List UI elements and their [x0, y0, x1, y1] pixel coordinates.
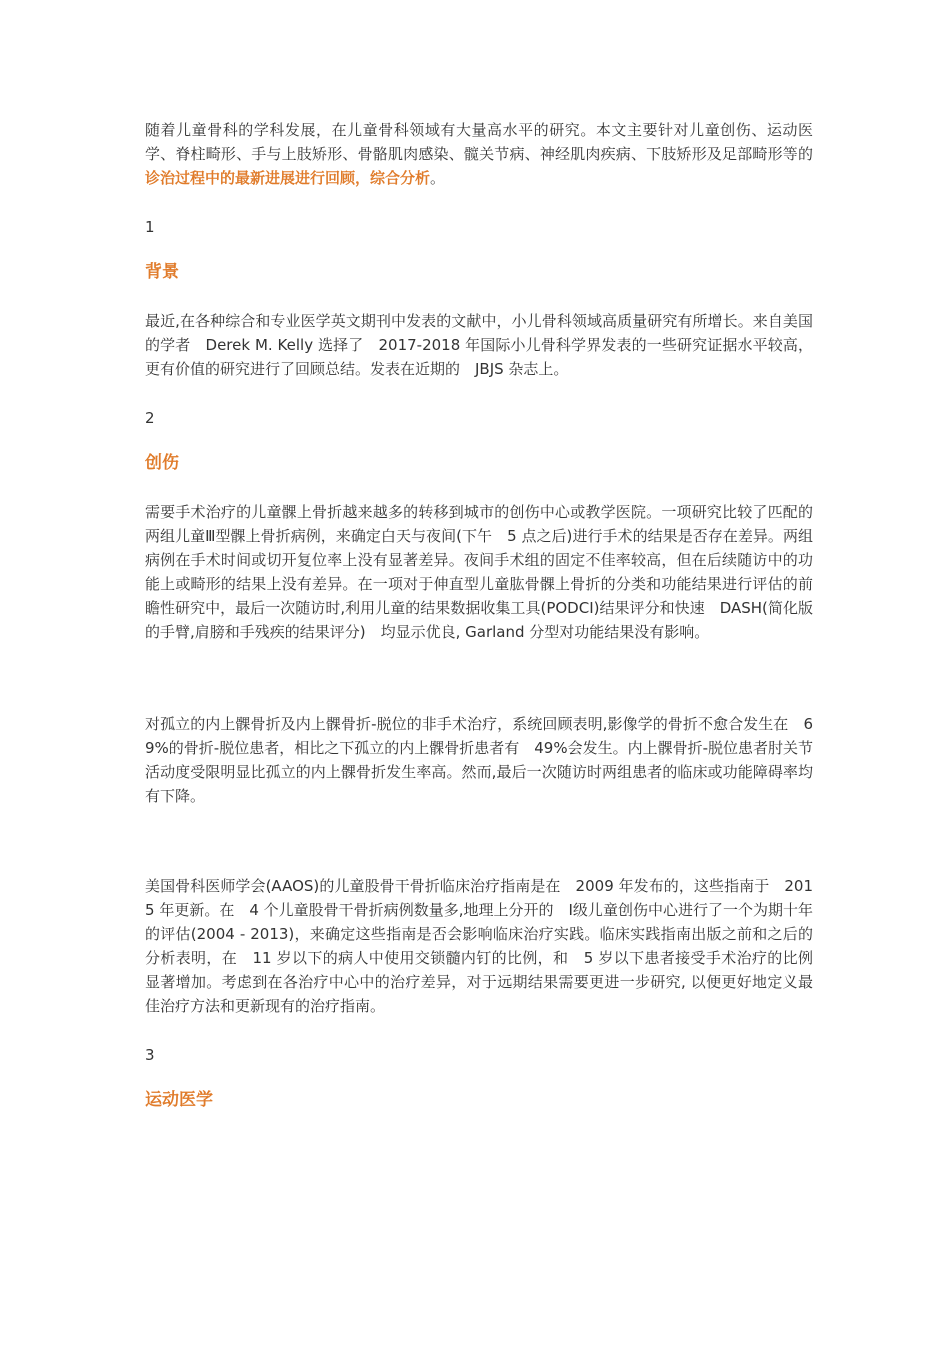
intro-highlight: 诊治过程中的最新进展进行回顾，综合分析 [145, 169, 431, 187]
document-page [145, 118, 813, 1112]
section-number-3: 3 [145, 1046, 155, 1064]
trauma-paragraph-1: 需要手术治疗的儿童髁上骨折越来越多的转移到城市的创伤中心或教学医院。一项研究比较了匹配的两组儿童Ⅲ型髁上骨折病例，来确定白天与夜间(下午 5 点之后)进行手术的结果是否存在差异。两组病例在手术时间或切开复位率上没有显著差异。夜间手术组的固定不佳率较高，但在后续随访中的功能上或畸形的结果上没有差异。在一项对于伸直型儿童肱骨髁上骨折的分类和功能结果进行评估的前瞻性研究中，最后一次随访时,利用儿童的结果数据收集工具(PODCI)结果评分和快速 DASH(简化版的手臂,肩膀和手残疾的结果评分) 均显示优良, Garland 分型对功能结果没有影响。 [145, 503, 813, 641]
section-heading-sports-medicine: 运动医学 [145, 1090, 213, 1110]
section-heading-trauma: 创伤 [145, 453, 179, 473]
trauma-paragraph-2: 对孤立的内上髁骨折及内上髁骨折-脱位的非手术治疗，系统回顾表明,影像学的骨折不愈合发生在 69%的骨折-脱位患者，相比之下孤立的内上髁骨折患者有 49%会发生。内上髁骨折-脱位患者肘关节活动度受限明显比孤立的内上髁骨折发生率高。然而,最后一次随访时两组患者的临床或功能障碍率均有下降。 [145, 715, 813, 805]
section-number-2: 2 [145, 409, 155, 427]
intro-end: 。 [430, 169, 446, 187]
trauma-paragraph-3: 美国骨科医师学会(AAOS)的儿童股骨干骨折临床治疗指南是在 2009 年发布的，这些指南于 2015 年更新。在 4 个儿童股骨干骨折病例数量多,地理上分开的 Ⅰ级儿童创伤中心进行了一个为期十年的评估(2004 - 2013)，来确定这些指南是否会影响临床治疗实践。临床实践指南出版之前和之后的分析表明，在 11 岁以下的病人中使用交锁髓内钉的比例，和 5 岁以下患者接受手术治疗的比例显著增加。考虑到在各治疗中心中的治疗差异，对于远期结果需要更进一步研究, 以便更好地定义最佳治疗方法和更新现有的治疗指南。 [145, 877, 813, 1015]
intro-text: 随着儿童骨科的学科发展，在儿童骨科领域有大量高水平的研究。本文主要针对儿童创伤、运动医学、脊柱畸形、手与上肢矫形、骨骼肌肉感染、髋关节病、神经肌肉疾病、下肢矫形及足部畸形等的 [145, 121, 813, 163]
section-heading-background: 背景 [145, 262, 179, 282]
intro-paragraph [145, 118, 813, 190]
section-number-1: 1 [145, 218, 155, 236]
background-paragraph: 最近,在各种综合和专业医学英文期刊中发表的文献中，小儿骨科领域高质量研究有所增长。来自美国的学者 Derek M. Kelly 选择了 2017-2018 年国际小儿骨科学界发表的一些研究证据水平较高，更有价值的研究进行了回顾总结。发表在近期的 JBJS 杂志上。 [145, 312, 813, 378]
